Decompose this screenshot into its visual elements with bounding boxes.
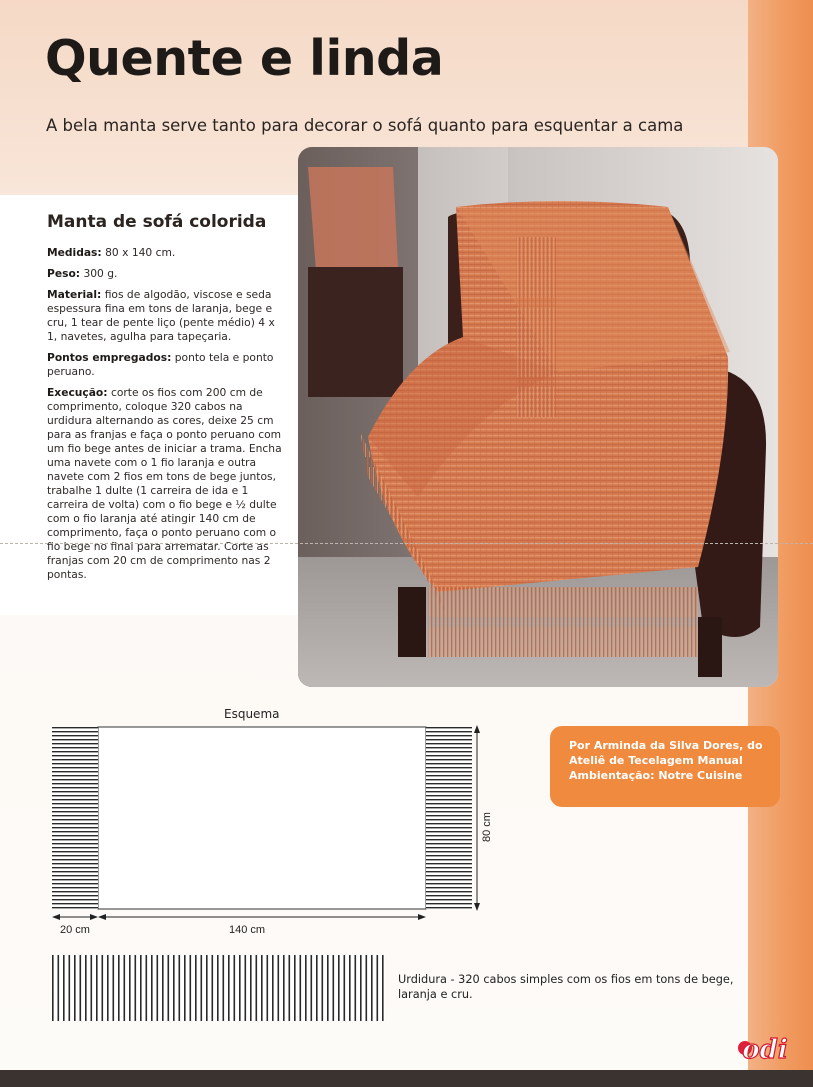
field-value: fios de algodão, viscose e seda espessura fina em tons de laranja, bege e cru, 1 tear de pente liço (pente médio) 4 x 1, navetes, agulha para tapeçaria. [47, 288, 275, 343]
right-fringe [426, 727, 472, 909]
blanket-body [98, 727, 426, 909]
field-value: 300 g. [80, 267, 118, 280]
blanket-schematic [40, 715, 510, 945]
field-medidas [47, 246, 282, 260]
field-label: Material: [47, 288, 102, 301]
product-photo [298, 147, 778, 687]
dashed-divider [0, 543, 813, 544]
field-value: 80 x 140 cm. [101, 246, 176, 259]
armchair-blanket-illustration [298, 147, 778, 687]
width-label: 140 cm [228, 924, 266, 936]
credit-line: Ateliê de Tecelagem Manual [569, 754, 743, 767]
page-subtitle: A bela manta serve tanto para decorar o sofá quanto para esquentar a cama [46, 116, 684, 135]
arrow-right-icon [90, 914, 98, 920]
warp-caption: Urdidura - 320 cabos simples com os fios em tons de bege, laranja e cru. [398, 973, 734, 1001]
arrow-left-icon [52, 914, 60, 920]
warp-threads-graphic [52, 955, 385, 1021]
section-title: Manta de sofá colorida [47, 212, 267, 232]
field-label: Peso: [47, 267, 81, 280]
odi-logo [735, 1028, 795, 1070]
field-value: ponto tela e ponto peruano. [47, 351, 274, 378]
arrow-down-icon [474, 903, 480, 911]
field-label: Medidas: [47, 246, 102, 259]
field-value: corte os fios com 200 cm de comprimento, coloque 320 cabos na urdidura alternando as cores, deixe 25 cm para as franjas e faça o ponto peruano com um fio bege antes de iniciar a trama. Encha uma navete com o 1 fio laranja e outra navete com 2 fios em tons de bege juntos, trabalhe 1 dulte (1 carreira de ida e 1 carreira de volta) com o fio bege e ½ dulte com o fio laranja até atingir 140 cm de comprimento, faça o ponto peruano com o fio bege no final para arrematar. Corte as franjas com 20 cm de comprimento nas 2 pontas. [47, 386, 282, 581]
field-execucao [47, 386, 282, 582]
credits-box [550, 726, 780, 807]
field-label: Pontos empregados: [47, 351, 172, 364]
credit-line: Por Arminda da Silva Dores, do [569, 739, 763, 752]
arrow-up-icon [474, 725, 480, 733]
field-peso [47, 267, 282, 281]
arrow-left-icon [98, 914, 106, 920]
page-bottom-edge [0, 1070, 813, 1087]
left-fringe [52, 727, 98, 909]
page-title: Quente e linda [45, 30, 444, 87]
fringe-label: 20 cm [60, 924, 90, 936]
height-label: 80 cm [481, 812, 493, 842]
field-label: Execução: [47, 386, 108, 399]
field-material [47, 288, 282, 344]
field-pontos [47, 351, 282, 379]
credit-line: Ambientação: Notre Cuisine [569, 769, 743, 782]
diagram-title: Esquema [224, 707, 280, 721]
instructions-text [47, 246, 282, 589]
arrow-right-icon [418, 914, 426, 920]
svg-text:odi: odi [742, 1035, 788, 1065]
